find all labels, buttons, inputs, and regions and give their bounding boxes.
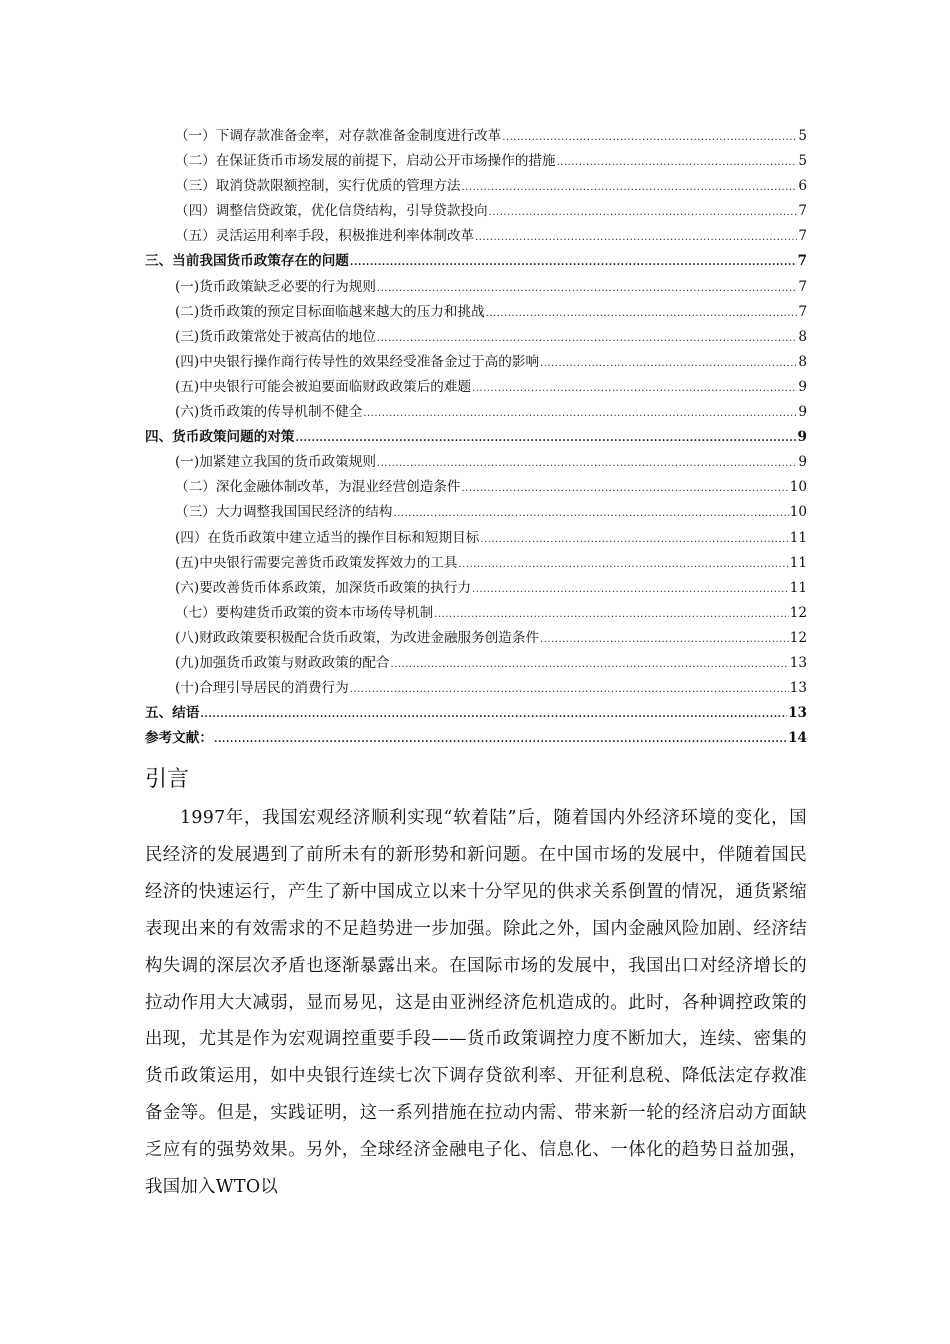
toc-entry-title: 四、货币政策问题的对策 bbox=[145, 429, 295, 446]
toc-entry[interactable] bbox=[145, 124, 807, 149]
toc-entry-title: （二）深化金融体制改革，为混业经营创造条件 bbox=[175, 479, 461, 496]
toc-entry[interactable] bbox=[145, 400, 807, 425]
toc-entry-page-number: 9 bbox=[798, 404, 807, 421]
toc-dot-leader bbox=[434, 602, 788, 627]
toc-entry[interactable] bbox=[145, 224, 807, 249]
toc-entry-page-number: 6 bbox=[798, 178, 807, 195]
toc-entry-page-number: 10 bbox=[789, 479, 807, 496]
toc-dot-leader bbox=[475, 225, 797, 250]
toc-dot-leader bbox=[377, 276, 797, 301]
toc-entry-page-number: 13 bbox=[788, 705, 807, 722]
toc-dot-leader bbox=[489, 200, 798, 225]
toc-dot-leader bbox=[377, 451, 797, 476]
toc-entry-title: 参考文献： bbox=[145, 730, 213, 747]
toc-entry-title: (八)财政政策要积极配合货币政策，为改进金融服务创造条件 bbox=[175, 629, 540, 646]
toc-dot-leader bbox=[502, 125, 797, 150]
toc-dot-leader bbox=[540, 351, 797, 376]
toc-entry-page-number: 12 bbox=[789, 629, 807, 646]
toc-entry-page-number: 12 bbox=[789, 604, 807, 621]
toc-entry[interactable] bbox=[145, 375, 807, 400]
toc-entry[interactable] bbox=[145, 275, 807, 300]
toc-entry[interactable] bbox=[145, 676, 807, 701]
toc-entry-page-number: 7 bbox=[798, 303, 807, 320]
toc-entry[interactable] bbox=[145, 626, 807, 651]
toc-dot-leader bbox=[458, 552, 788, 577]
toc-dot-leader bbox=[350, 677, 789, 702]
toc-dot-leader bbox=[363, 401, 797, 426]
toc-entry-page-number: 11 bbox=[789, 554, 807, 571]
intro-paragraph: 1997年，我国宏观经济顺利实现“软着陆”后，随着国内外经济环境的变化，国民经济的发展遇到了前所未有的新形势和新问题。在中国市场的发展中，伴随着国民经济的快速运行，产生了新中国成立以来十分罕见的供求关系倒置的情况，通货紧缩表现出来的有效需求的不足趋势进一步加强。除此之外，国内金融风险加剧、经济结构失调的深层次矛盾也逐渐暴露出来。在国际市场的发展中，我国出口对经济增长的拉动作用大大减弱，显而易见，这是由亚洲经济危机造成的。此时，各种调控政策的出现，尤其是作为宏观调控重要手段——货币政策调控力度不断加大，连续、密集的货币政策运用，如中央银行连续七次下调存贷欲利率、开征利息税、降低法定存救准备金等。但是，实践证明，这一系列措施在拉动内需、带来新一轮的经济启动方面缺乏应有的强势效果。另外，全球经济金融电子化、信息化、一体化的趋势日益加强，我国加入WTO以 bbox=[145, 808, 807, 1198]
toc-entry-title: (二)货币政策的预定目标面临越来越大的压力和挑战 bbox=[175, 303, 485, 320]
toc-entry[interactable] bbox=[145, 450, 807, 475]
toc-dot-leader bbox=[472, 577, 789, 602]
toc-dot-leader bbox=[214, 727, 787, 752]
toc-entry-page-number: 8 bbox=[798, 328, 807, 345]
toc-entry[interactable] bbox=[145, 726, 807, 751]
toc-entry[interactable] bbox=[145, 300, 807, 325]
toc-entry[interactable] bbox=[145, 701, 807, 726]
toc-entry-title: (六)要改善货币体系政策，加深货币政策的执行力 bbox=[175, 579, 472, 596]
toc-entry[interactable] bbox=[145, 174, 807, 199]
toc-entry[interactable] bbox=[145, 199, 807, 224]
toc-entry[interactable] bbox=[145, 601, 807, 626]
toc-dot-leader bbox=[540, 627, 789, 652]
toc-entry-page-number: 9 bbox=[798, 378, 807, 395]
toc-dot-leader bbox=[480, 527, 788, 552]
toc-entry-title: （四）调整信贷政策，优化信贷结构，引导贷款投向 bbox=[175, 203, 488, 220]
toc-entry-title: （三）大力调整我国国民经济的结构 bbox=[175, 504, 393, 521]
toc-entry-page-number: 11 bbox=[789, 529, 807, 546]
toc-entry[interactable] bbox=[145, 475, 807, 500]
toc-entry-title: (六)货币政策的传导机制不健全 bbox=[175, 404, 363, 421]
toc-entry-title: (四)中央银行操作商行传导性的效果经受准备金过于高的影响 bbox=[175, 353, 540, 370]
toc-entry-title: (四）在货币政策中建立适当的操作目标和短期目标 bbox=[175, 529, 480, 546]
toc-dot-leader bbox=[200, 702, 787, 727]
toc-entry-title: （一）下调存款准备金率，对存款准备金制度进行改革 bbox=[175, 128, 502, 144]
toc-entry-page-number: 7 bbox=[798, 278, 807, 295]
toc-entry[interactable] bbox=[145, 551, 807, 576]
toc-dot-leader bbox=[377, 326, 797, 351]
toc-dot-leader bbox=[350, 250, 797, 275]
intro-heading: 引言 bbox=[145, 767, 190, 792]
toc-entry-title: （二）在保证货币市场发展的前提下，启动公开市场操作的措施 bbox=[175, 153, 556, 170]
toc-entry-page-number: 8 bbox=[798, 353, 807, 370]
toc-entry[interactable] bbox=[145, 651, 807, 676]
toc-dot-leader bbox=[486, 301, 798, 326]
toc-entry[interactable] bbox=[145, 325, 807, 350]
toc-entry-title: (十)合理引导居民的消费行为 bbox=[175, 680, 349, 697]
toc-dot-leader bbox=[391, 652, 789, 677]
toc-entry-page-number: 13 bbox=[789, 654, 807, 671]
toc-dot-leader bbox=[394, 501, 789, 526]
toc-entry-title: (五)中央银行需要完善货币政策发挥效力的工具 bbox=[175, 554, 458, 571]
toc-entry-page-number: 5 bbox=[798, 153, 807, 170]
toc-entry-page-number: 9 bbox=[797, 429, 807, 446]
toc-entry-title: (三)货币政策常处于被高估的地位 bbox=[175, 328, 376, 345]
toc-entry-title: 五、结语 bbox=[145, 705, 200, 722]
toc-entry-page-number: 11 bbox=[789, 579, 807, 596]
toc-entry-title: (九)加强货币政策与财政政策的配合 bbox=[175, 654, 390, 671]
toc-entry-title: 三、当前我国货币政策存在的问题 bbox=[145, 253, 349, 270]
toc-entry[interactable] bbox=[145, 425, 807, 450]
toc-entry-title: （三）取消贷款限额控制，实行优质的管理方法 bbox=[175, 178, 461, 195]
toc-entry-page-number: 7 bbox=[798, 228, 807, 245]
toc-entry-page-number: 7 bbox=[798, 203, 807, 220]
toc-entry-title: (一)加紧建立我国的货币政策规则 bbox=[175, 454, 376, 471]
toc-entry[interactable] bbox=[145, 149, 807, 174]
table-of-contents bbox=[145, 124, 807, 751]
toc-entry-title: （五）灵活运用利率手段，积极推进利率体制改革 bbox=[175, 228, 475, 245]
toc-entry[interactable] bbox=[145, 576, 807, 601]
toc-entry-page-number: 9 bbox=[798, 454, 807, 471]
toc-entry-title: (一)货币政策缺乏必要的行为规则 bbox=[175, 278, 376, 295]
toc-entry-page-number: 10 bbox=[789, 504, 807, 521]
toc-entry[interactable] bbox=[145, 526, 807, 551]
toc-entry-page-number: 14 bbox=[788, 730, 807, 747]
toc-dot-leader bbox=[472, 376, 797, 401]
toc-entry-page-number: 13 bbox=[789, 680, 807, 697]
toc-dot-leader bbox=[461, 476, 788, 501]
toc-dot-leader bbox=[461, 175, 797, 200]
toc-entry-title: （七）要构建货币政策的资本市场传导机制 bbox=[175, 604, 434, 621]
toc-entry[interactable] bbox=[145, 249, 807, 274]
toc-dot-leader bbox=[557, 150, 798, 175]
toc-dot-leader bbox=[296, 426, 797, 451]
toc-entry-title: (五)中央银行可能会被迫要面临财政政策后的难题 bbox=[175, 378, 472, 395]
toc-entry[interactable] bbox=[145, 350, 807, 375]
toc-entry-page-number: 5 bbox=[798, 128, 807, 144]
toc-entry-page-number: 7 bbox=[797, 253, 807, 270]
toc-entry[interactable] bbox=[145, 500, 807, 525]
